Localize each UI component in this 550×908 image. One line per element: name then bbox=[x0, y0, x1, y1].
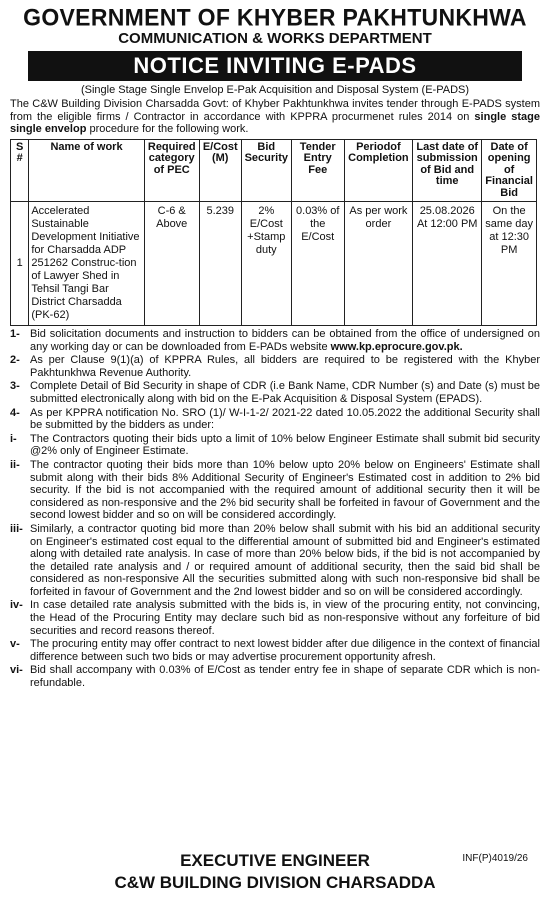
intro-text-before: The C&W Building Division Charsadda Govt: of Khyber Pakhtunkhwa invites tender through E-PADS system from the eligible firms / Contractor in accordance with KPPRA procurmenet rules 2014 on bbox=[10, 98, 540, 123]
cell-name-of-work: Accelerated Sustainable Development Initiative for Charsadda ADP 251262 Construc-tion of Lawyer Shed in Tehsil Tangi Bar District Charsadda (PK-62) bbox=[29, 202, 144, 326]
list-item-text: In case detailed rate analysis submitted with the bids is, in view of the procuring entity, not convincing, the Head of the Procuring Entity may declare such bid as non-responsive without any forfeiture of bid securities and record reasons thereof. bbox=[30, 599, 540, 637]
list-item bbox=[10, 354, 540, 379]
advert-reference: INF(P)4019/26 bbox=[462, 853, 528, 864]
cell-bid-security: 2% E/Cost +Stamp duty bbox=[241, 202, 291, 326]
list-item bbox=[10, 407, 540, 432]
list-item-key: iv- bbox=[10, 599, 23, 612]
cell-category: C-6 & Above bbox=[144, 202, 199, 326]
list-item-text: Complete Detail of Bid Security in shape of CDR (i.e Bank Name, CDR Number (s) and Date (s) must be submitted electronically along with bid on the E-Pak Acquisition & Disposal System (EPADS). bbox=[30, 380, 540, 405]
cell-tender-fee: 0.03% of the E/Cost bbox=[291, 202, 344, 326]
cell-sno: 1 bbox=[11, 202, 29, 326]
list-item-key: v- bbox=[10, 638, 20, 651]
list-item-key: 3- bbox=[10, 380, 20, 393]
table-header-row bbox=[11, 139, 537, 202]
terms-list bbox=[10, 328, 540, 690]
list-item bbox=[10, 599, 540, 637]
header-opening: Date of opening of Financial Bid bbox=[482, 139, 537, 202]
list-item-text: The procuring entity may offer contract to next lowest bidder after due diligence in the context of financial difference between such two bids or may advertise procurement opportunity afresh. bbox=[30, 638, 540, 663]
list-item-text: As per Clause 9(1)(a) of KPPRA Rules, all bidders are required to be registered with the Khyber Pakhtunkhwa Revenue Authority. bbox=[30, 354, 540, 379]
notice-title-banner: NOTICE INVITING E-PADS bbox=[28, 51, 522, 81]
list-item bbox=[10, 433, 540, 458]
header-name-of-work: Name of work bbox=[29, 139, 144, 202]
cell-period: As per work order bbox=[344, 202, 412, 326]
eprocure-link[interactable]: www.kp.eprocure.gov.pk. bbox=[330, 340, 463, 353]
list-item-key: iii- bbox=[10, 522, 23, 535]
notice-subtitle: (Single Stage Single Envelop E-Pak Acquisition and Disposal System (E-PADS) bbox=[80, 84, 470, 96]
table-row bbox=[11, 202, 537, 326]
list-item-key: i- bbox=[10, 432, 17, 445]
header-category: Required category of PEC bbox=[144, 139, 199, 202]
cell-ecost: 5.239 bbox=[199, 202, 241, 326]
list-item-text: Bid shall accompany with 0.03% of E/Cost as tender entry fee in shape of separate CDR which is non-refundable. bbox=[30, 664, 540, 690]
header-bid-security: Bid Security bbox=[241, 139, 291, 202]
list-item-key: 4- bbox=[10, 406, 20, 419]
list-item bbox=[10, 523, 540, 599]
header-ecost: E/Cost (M) bbox=[199, 139, 241, 202]
list-item bbox=[10, 459, 540, 522]
intro-bold-text: single stage single envelop bbox=[10, 110, 540, 135]
works-table bbox=[10, 139, 537, 327]
header-period: Periodof Completion bbox=[344, 139, 412, 202]
header-tender-fee: Tender Entry Fee bbox=[291, 139, 344, 202]
signatory-title: EXECUTIVE ENGINEER bbox=[180, 851, 370, 870]
cell-last-date: 25.08.2026 At 12:00 PM bbox=[413, 202, 482, 326]
list-item-key: ii- bbox=[10, 458, 20, 471]
list-item-text bbox=[30, 328, 540, 353]
list-item-text: The contractor quoting their bids more than 10% below upto 20% below on Engineers' Estimate shall submit along with their bids 8% Additional Security of Engineer's Estimated cost in addition to 2% bid security. If the bid is not accompanied with the required amount of additional security then it will be considered as non-responsive and the 2% bid security shall be forfeited in favour of Government and the second lowest bidder and so on will be considered accordingly. bbox=[30, 458, 540, 522]
header-last-date: Last date of submission of Bid and time bbox=[413, 139, 482, 202]
department-heading: COMMUNICATION & WORKS DEPARTMENT bbox=[118, 30, 432, 47]
government-heading: GOVERNMENT OF KHYBER PAKHTUNKHWA bbox=[23, 3, 527, 31]
note-1-text: Bid solicitation documents and instruction to bidders can be obtained from the office of undersigned on any working day or can be downloaded from E-PADs website bbox=[30, 328, 540, 353]
cell-opening: On the same day at 12:30 PM bbox=[482, 202, 537, 326]
intro-text-after: procedure for the following work. bbox=[86, 123, 249, 135]
list-item bbox=[10, 380, 540, 405]
list-item-key: 2- bbox=[10, 354, 20, 367]
header-sno: S # bbox=[11, 139, 29, 202]
list-item bbox=[10, 664, 540, 689]
list-item-text: As per KPPRA notification No. SRO (1)/ W-I-1-2/ 2021-22 dated 10.05.2022 the additional Security shall be submitted by the bidders as under: bbox=[30, 406, 540, 432]
list-item-text: The Contractors quoting their bids upto a limit of 10% below Engineer Estimate shall submit bid security @2% only of Engineer Estimate. bbox=[30, 432, 540, 458]
list-item-text: Similarly, a contractor quoting bid more than 20% below shall submit with his bid an additional security on Engineer's estimated cost equal to the differential amount of submitted bid and Engineer's estimated along with detailed rate analysis. In case of more than 20% below bids, if the bid is not accompanied by the detailed rate analysis and / or required amount of additional security, then the said bid shall be considered as non-responsive All the securities submitted along with such non-responsive bid shall be forfeited in favour of Government and the 2nd lowest bidder and so on will be considered accordingly. bbox=[30, 522, 540, 598]
intro-paragraph bbox=[10, 98, 540, 136]
list-item bbox=[10, 328, 540, 353]
list-item bbox=[10, 638, 540, 663]
list-item-key: 1- bbox=[10, 328, 20, 340]
signatory-office: C&W BUILDING DIVISION CHARSADDA bbox=[114, 873, 436, 892]
list-item-key: vi- bbox=[10, 664, 23, 677]
